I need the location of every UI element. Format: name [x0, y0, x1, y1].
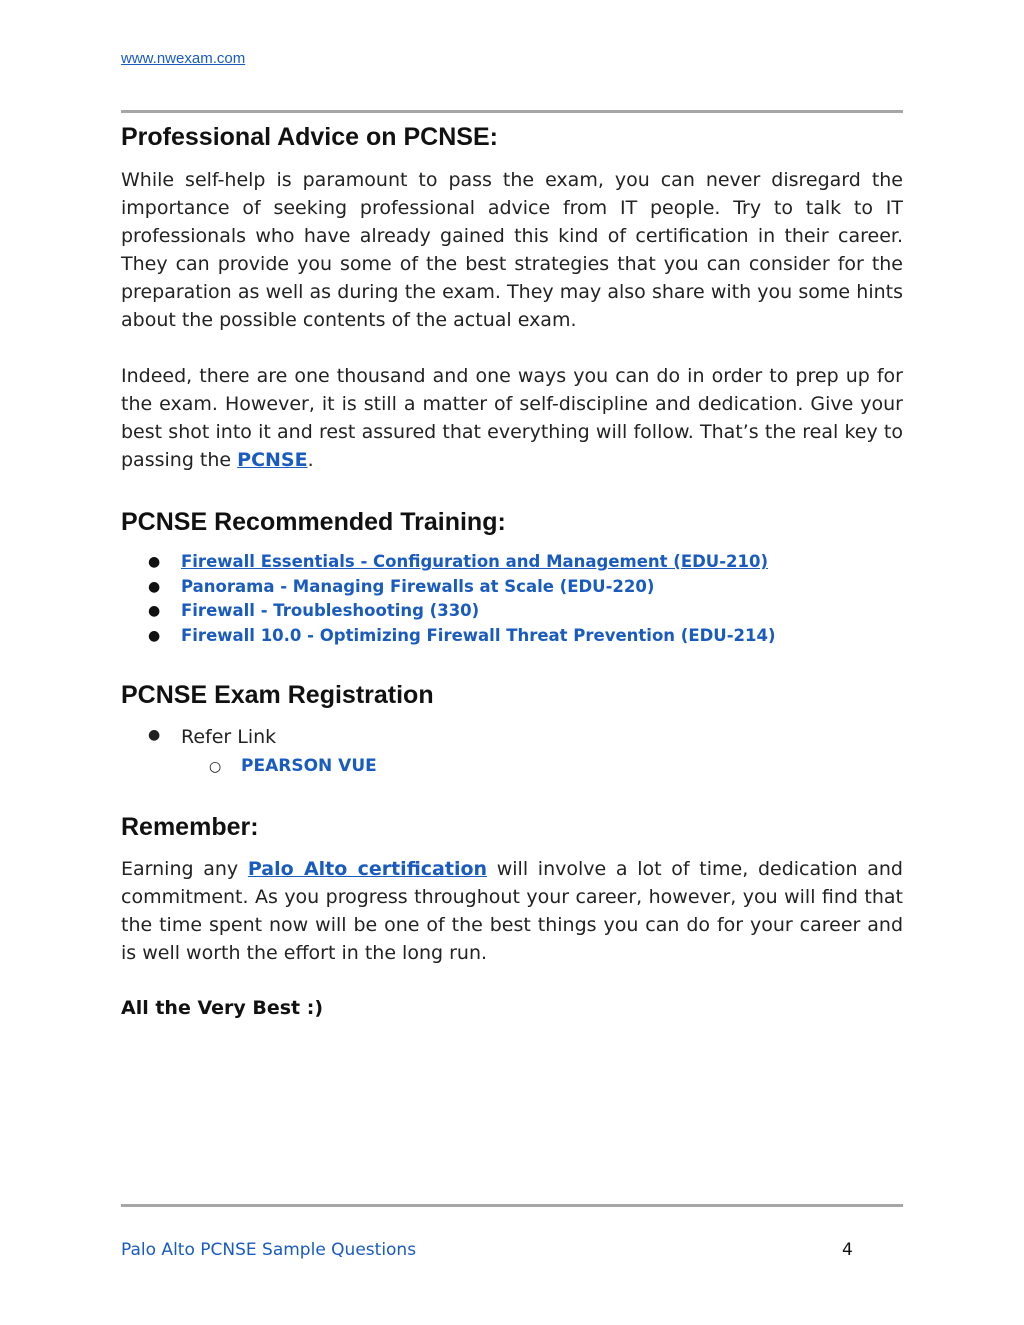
remember-heading: Remember: [121, 813, 259, 841]
bullet-icon: ● [148, 603, 161, 619]
list-item [121, 575, 776, 600]
remember-text-end: will involve a lot of time, dedication and commitment. As you progress throughout your career, however, you will find that the time spent now will be one of the best things you can do for your career and is well worth the effort in the long run. [121, 858, 903, 964]
footer-divider [121, 1204, 903, 1207]
training-link-edu210[interactable]: Firewall Essentials - Configuration and Management (EDU-210) [181, 552, 769, 571]
site-link[interactable]: www.nwexam.com [121, 50, 246, 67]
closing-line: All the Very Best :) [121, 997, 324, 1019]
training-link-edu220[interactable]: Panorama - Managing Firewalls at Scale (EDU-220) [181, 576, 655, 596]
circle-bullet-icon: ○ [209, 759, 222, 775]
advice-paragraph-2-text: Indeed, there are one thousand and one ways you can do in order to prep up for the exam. However, it is still a matter of self-discipline and dedication. Give your best shot into it and rest assured that everything will follow. That’s the real key to passing the [121, 365, 903, 471]
list-item [121, 550, 776, 575]
header-divider [121, 110, 903, 113]
list-item [121, 624, 776, 649]
remember-text-start: Earning any [121, 858, 248, 880]
pearson-vue-link[interactable]: PEARSON VUE [241, 756, 377, 776]
bullet-icon: ● [148, 727, 161, 743]
refer-link-label: Refer Link [181, 726, 277, 748]
advice-paragraph-2 [121, 362, 903, 474]
registration-heading: PCNSE Exam Registration [121, 681, 434, 709]
training-heading: PCNSE Recommended Training: [121, 508, 506, 536]
advice-paragraph-2-end: . [307, 449, 314, 471]
bullet-icon: ● [148, 554, 161, 570]
bullet-icon: ● [148, 627, 161, 644]
training-link-edu214[interactable]: Firewall 10.0 - Optimizing Firewall Threat Prevention (EDU-214) [181, 625, 776, 645]
remember-paragraph [121, 855, 903, 967]
footer-title: Palo Alto PCNSE Sample Questions [121, 1240, 417, 1260]
training-link-330[interactable]: Firewall - Troubleshooting (330) [181, 601, 480, 620]
advice-paragraph-1: While self-help is paramount to pass the exam, you can never disregard the importance of seeking professional advice from IT people. Try to talk to IT professionals who have already gained this kind of certification in their career. They can provide you some of the best strategies that you can consider for the preparation as well as during the exam. They may also share with you some hints about the possible contents of the actual exam. [121, 169, 903, 331]
list-item [121, 599, 776, 624]
palo-alto-certification-link[interactable]: Palo Alto certification [247, 858, 488, 880]
page-number: 4 [842, 1240, 853, 1260]
advice-heading: Professional Advice on PCNSE: [121, 123, 498, 151]
pcnse-link[interactable]: PCNSE [237, 449, 308, 471]
bullet-icon: ● [148, 578, 161, 595]
training-list [121, 550, 776, 648]
